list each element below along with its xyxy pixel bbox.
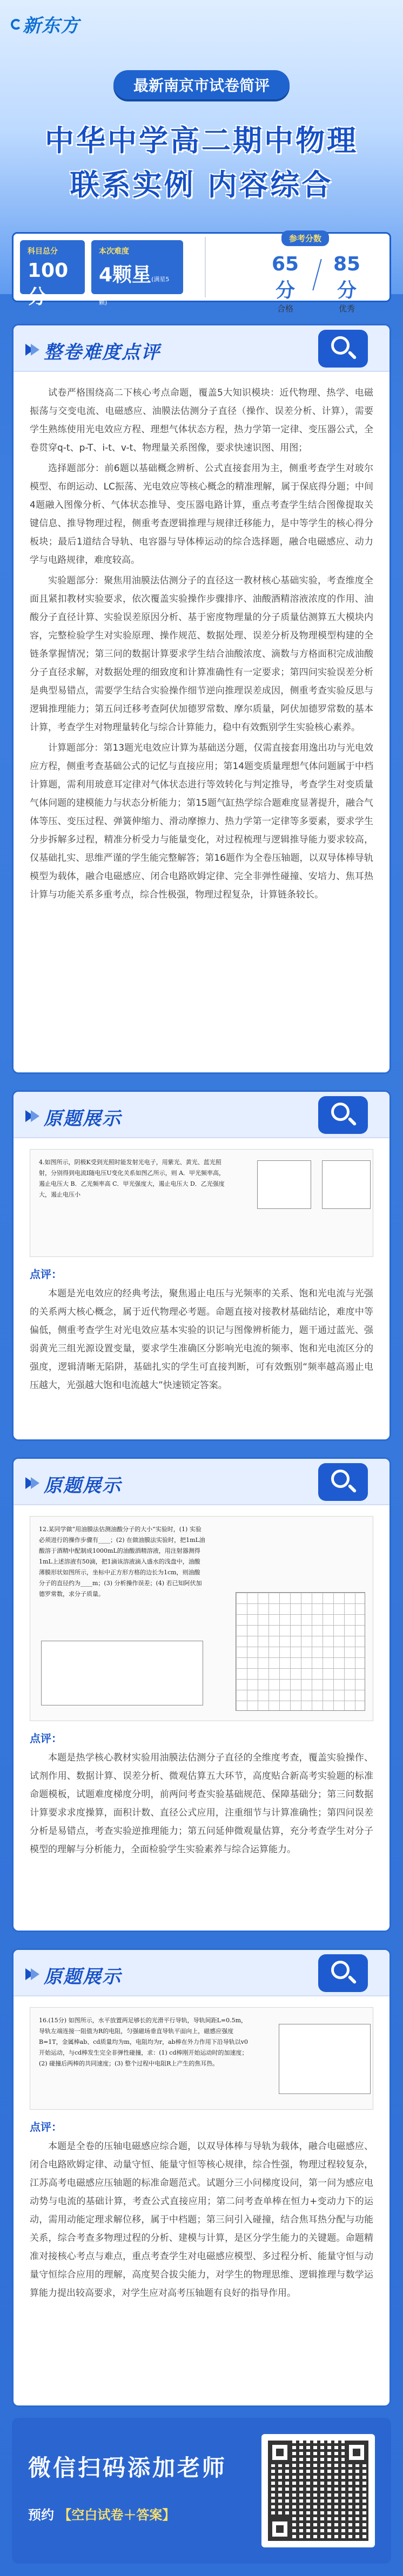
total-score-label: 科目总分 — [28, 247, 58, 256]
rail-circuit-figure — [279, 2024, 371, 2094]
review-paragraph-overview: 试卷严格围绕高二下核心考点命题，覆盖5大知识模块：近代物理、热学、电磁振荡与交变电流、电磁感应、油膜法估测分子直径（操作、误差分析、计算），需要学生熟练使用光电效应方程、理想气体状态方程，热力学第一定律、变压器公式，全卷贯穿q-t、p-T、i-t、v-t、物理量关系图像，要求快速识图、用图； — [30, 388, 373, 453]
reference-score-panel — [205, 234, 367, 314]
comment-label: 点评： — [30, 1268, 62, 1281]
search-icon — [318, 330, 368, 368]
original-question-section-1 — [12, 1090, 391, 1441]
logo[interactable] — [11, 11, 79, 37]
footer-sub-prefix: 预约 — [28, 2507, 54, 2523]
section-title: 整卷难度点评 — [44, 342, 160, 363]
pass-score — [265, 253, 305, 314]
footer-cta[interactable] — [12, 2418, 391, 2564]
oil-film-grid-figure — [236, 1592, 365, 1711]
section-title: 原题展示 — [44, 1475, 122, 1497]
comment-text: 本题是全卷的压轴电磁感应综合题，以双导体棒与导轨为载体，融合电磁感应、闭合电路欧姆定律、动量守恒、能量守恒等核心规律，综合性强，物理过程较复杂，江苏高考电磁感应压轴题的标准命题范式。试题分三小问梯度设问，第一问为感应电动势与电流的基础计算，考查公式直接应用；第二问考查单棒在恒力+变动力下的运动，需用动能定理求解位移，属于中档题；第三问引入碰撞，结合焦耳热分配与功能关系，综合考查多物理过程的分析、建模与计算，是区分学生能力的关键题。命题精准对接核心考点与难点，重点考查学生对电磁感应模型、多过程分析、能量守恒与动量守恒综合应用的理解，高度契合拔尖能力，对学生的物理思维、逻辑推理与数学运算能力提出较高要求，对学生应对高考压轴题有良好的指导作用。 — [30, 2141, 373, 2299]
chevron-icon — [31, 1477, 39, 1489]
difficulty-stars: 4颗星 — [99, 264, 152, 286]
good-score-label: 优秀 — [338, 304, 355, 314]
section-title: 原题展示 — [44, 1966, 122, 1988]
search-icon — [318, 1954, 368, 1992]
question-image — [30, 1516, 373, 1721]
logo-text: 新东方 — [23, 15, 79, 37]
difficulty-review-section — [12, 324, 391, 1074]
total-score-value: 100分 — [28, 260, 69, 308]
logo-mark-icon — [11, 19, 22, 30]
original-question-section-3 — [12, 1948, 391, 2407]
section-title: 原题展示 — [44, 1108, 122, 1130]
question-image — [30, 1149, 373, 1257]
question-image — [30, 2007, 373, 2110]
reference-score-title: 参考分数 — [281, 230, 329, 246]
pass-score-label: 合格 — [277, 304, 293, 314]
chevron-icon — [31, 1110, 39, 1122]
comment-label: 点评： — [30, 1732, 62, 1745]
comment-label: 点评： — [30, 2120, 62, 2133]
total-score-box — [20, 240, 85, 308]
phototube-figure — [257, 1160, 311, 1209]
comment-text: 本题是热学核心教材实验用油膜法估测分子直径的全维度考查，覆盖实验操作、试剂作用、数据计算、误差分析、微观估算五大环节，高度贴合新高考实验题的标准命题模板，试题难度梯度分明，前两问考查实验基础规范、保障基础分；第三问数据计算要求求度操算，面积计数、直径公式应用，注重细节与计算准确性；第四问误差分析是易错点，考查实验逆推理能力；第五问延伸微观量估算，充分考查学生对分子模型的理解与分析能力，全面检验学生实验素养与综合运算能力。 — [30, 1752, 373, 1855]
question-text: 12.某同学做“用油膜法估测油酸分子的大小”实验时，(1) 实验必须进行的操作步骤有____；(2) 在做油膜法实验时，把1mL油酸溶于酒精中配制成1000mL的油酸酒精溶液，用注射器测得1mL上述溶液有50滴，把1滴该溶液滴入盛水的浅盘中，油酸薄膜形状如图所示，坐标中正方形方格的边长为1cm，则油酸分子的直径约为____m；(3) 分析操作误差；(4) 若已知阿伏加德罗常数，求分子质量。 — [39, 1526, 205, 1598]
comment-text: 本题是光电效应的经典考法，聚焦遏止电压与光频率的关系、饱和光电流与光强的关系两大核心概念，属于近代物理必考题。命题直接对接教材基础结论，难度中等偏低，侧重考查学生对光电效应基本实验的识记与图像辨析能力，题干通过蓝光、强弱黄光三组光源设置变量，要求学生准确区分影响光电流的频率、饱和光电流区分的强度，逻辑清晰无陷阱，基础扎实的学生可直接判断，可有效甄别“频率越高遏止电压越大，光强越大饱和电流越大”快速锁定答案。 — [30, 1288, 373, 1391]
review-paragraph-choice: 选择题部分：前6题以基础概念辨析、公式直接套用为主，侧重考查学生对玻尔模型、布朗运动、LC振荡、光电效应等核心概念的精准理解，属于保底得分题；中间4题融入图像分析、气体状态推导、变压器电路计算，重点考查学生结合图像提取关键信息、推导物理过程，侧重考查逻辑推理与规律迁移能力，是中等学生的核心得分板块；最后1道结合导轨、电容器与导体棒运动的综合选择题，融合电磁感应、动力学与电路规律，难度较高。 — [30, 463, 373, 566]
footer-title: 微信扫码添加老师 — [28, 2455, 227, 2481]
question-text: 4.如图所示，阴极K受到光照时能发射光电子，用紫光、黄光、蓝光照射，分别得到电流I随电压U变化关系如图乙所示，则 A．甲光频率高，遏止电压大 B．乙光频率高 C．甲光强度大，遏止电压大 D．乙光强度大，遏止电压小 — [39, 1159, 225, 1198]
difficulty-note: (满星5颗) — [99, 276, 170, 306]
search-icon — [318, 1096, 368, 1134]
experiment-steps-figure — [41, 1641, 203, 1705]
review-paragraph-calculation: 计算题部分：第13题光电效应计算为基础送分题，仅需直接套用逸出功与光电效应方程，侧重考查基础公式的记忆与直接应用；第14题变质量理想气体问题属于中档计算题，需利用玻意耳定律对气体状态进行等效转化与判定推导，考查学生对变质量气体问题的建模能力与状态分析能力；第15题气缸热学综合题难度显著提升，融合气体等压、变压过程、弹簧伸缩力、滑动摩擦力、热力学第一定律等多要素，要求学生分步拆解多过程，精准分析受力与能量变化，对过程梳理与逻辑推导能力要求较高，仅基础扎实、思维严谨的学生能完整解答；第16题作为全卷压轴题，以双导体棒导轨模型为载体，融合电磁感应、闭合电路欧姆定律、完全非弹性碰撞、安培力、焦耳热计算与功能关系多重考点，综合性极强，物理过程复杂，计算链条较长。 — [30, 743, 373, 900]
page-title-line1: 中华中学高二期中物理 — [45, 124, 358, 158]
qr-code-pattern — [268, 2441, 368, 2541]
good-score — [327, 253, 367, 314]
header — [0, 0, 403, 314]
qr-corner — [345, 2441, 368, 2464]
page-title-line2: 联系实例 内容综合 — [70, 168, 333, 202]
footer-subtitle — [28, 2504, 175, 2523]
stats-bar — [12, 232, 391, 314]
section-header — [14, 325, 389, 372]
chevron-icon — [31, 344, 39, 356]
difficulty-label: 本次难度 — [99, 247, 129, 256]
search-icon — [318, 1463, 368, 1501]
header-badge: 最新南京市试卷简评 — [113, 70, 290, 99]
qr-corner — [268, 2441, 292, 2464]
section-header — [14, 1092, 389, 1138]
chevron-icon — [31, 1968, 39, 1980]
qr-code[interactable] — [261, 2434, 375, 2547]
section-header — [14, 1459, 389, 1505]
footer-sub-highlight: 【空白试卷＋答案】 — [58, 2507, 176, 2523]
section-header — [14, 1950, 389, 1996]
good-score-value: 85分 — [333, 253, 361, 302]
review-paragraph-experiment: 实验题部分：聚焦用油膜法估测分子的直径这一教材核心基础实验，考查维度全面且紧扣教材实验要求，依次覆盖实验操作步骤排序、油酸酒精溶液浓度的作用、油酸分子直径计算、实验误差原因分析、基于密度物理量的分子质量估测算五大模块内容，完整检验学生对实验原理、操作规范、数据处理、误差分析及物理模型构建的全链条掌握情况；第三问的数据计算要求学生结合油酸浓度、滴数与方格面积完成油酸分子直径求解，对数据处理的细致度和计算准确性有一定要求；第四问实验误差分析是典型易错点，需要学生结合实验操作细节逆向推理误差成因，侧重考查实验反思与逻辑推理能力；第五问迁移考查阿伏加德罗常数、摩尔质量，阿伏加德罗常数的基本计算，考查学生对物理量转化与综合计算能力，稳中有效甄别学生实验核心素养。 — [30, 575, 373, 733]
qr-corner — [268, 2517, 292, 2541]
difficulty-box — [91, 240, 183, 306]
difficulty-value — [99, 260, 176, 309]
original-question-section-2 — [12, 1457, 391, 1932]
question-text: 16.(15分) 如图所示，水平放置两足够长的光滑平行导轨，导轨间距L=0.5m，导轨左端连接一阻值为R的电阻，匀强磁场垂直导轨平面向上，磁感应强度B=1T，金属棒ab、cd质量均为m，电阻均为r，ab棒在外力作用下沿导轨以v0开始运动，与cd棒发生完全非弹性碰撞，求：(1) cd棒刚开始运动时的加速度；(2) 碰撞后两棒的共同速度；(3) 整个过程中电阻R上产生的焦耳热。 — [39, 2017, 248, 2067]
iu-graph-figure — [322, 1160, 371, 1209]
pass-score-value: 65分 — [271, 253, 299, 302]
